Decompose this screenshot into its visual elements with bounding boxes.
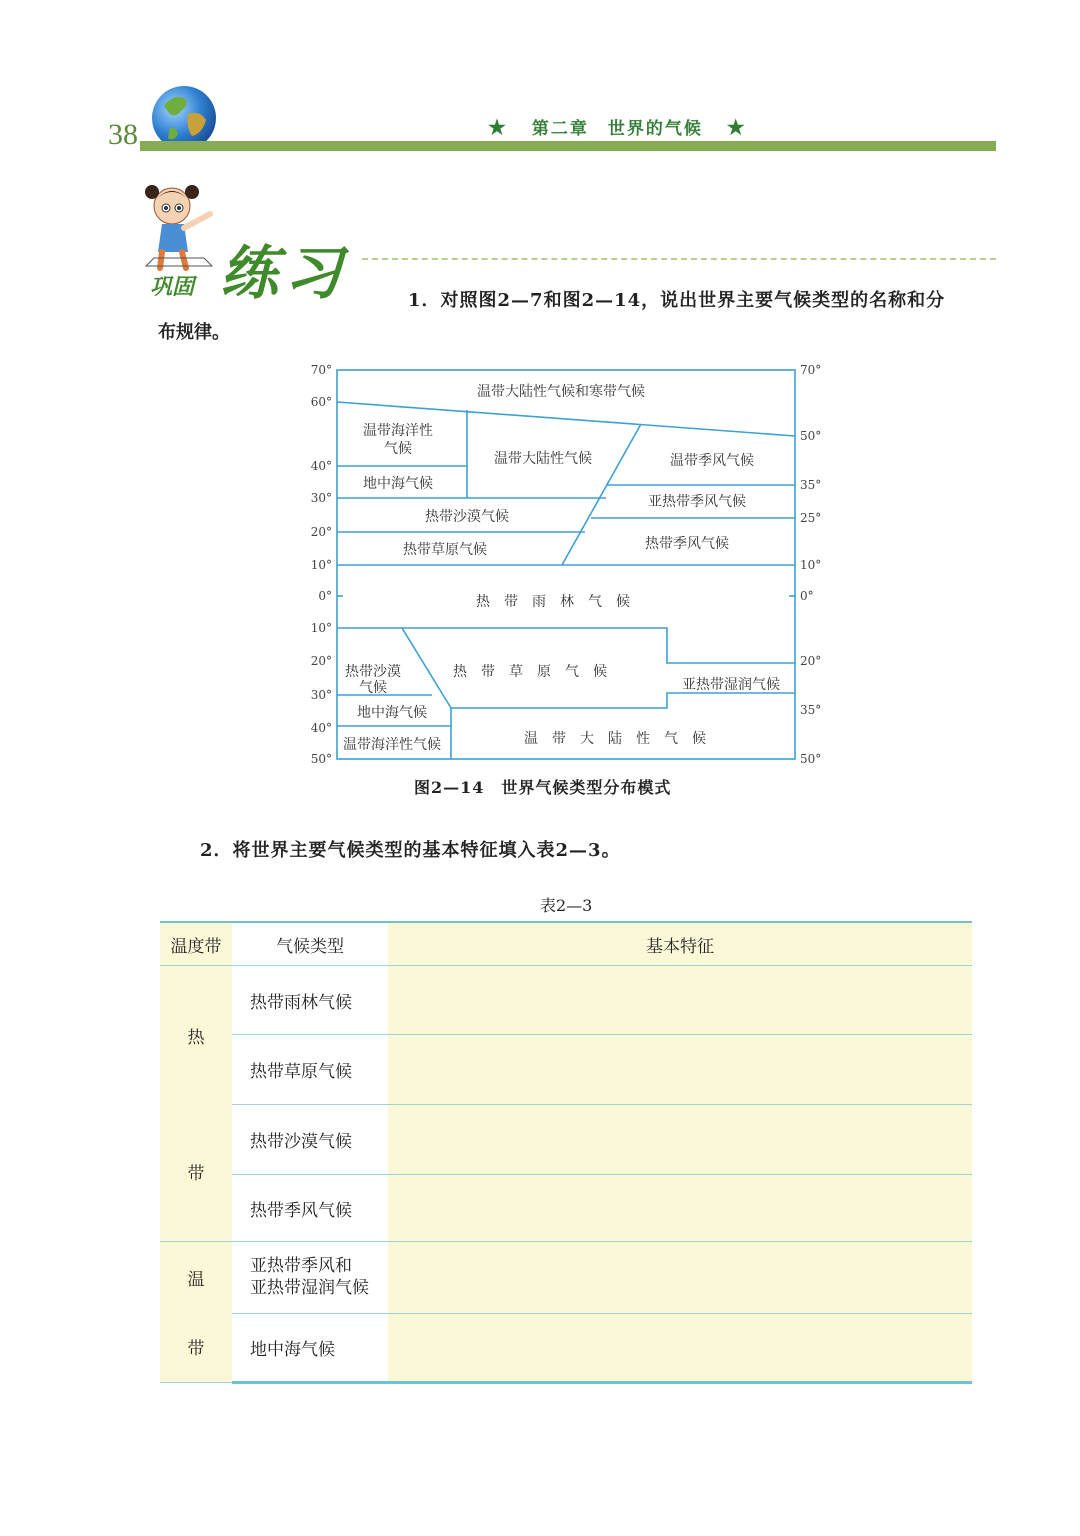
zone-label: 热带草原气候: [403, 542, 487, 558]
zone-label: 亚热带湿润气候: [682, 677, 780, 693]
latitude-label: 60°: [310, 395, 332, 409]
table-row: [160, 1105, 972, 1175]
latitude-label: 20°: [310, 525, 332, 539]
climate-type-cell: 热带草原气候: [232, 1035, 388, 1105]
latitude-label: 50°: [310, 752, 332, 766]
zone-label: 热 带 草 原 气 候: [453, 664, 607, 680]
climate-type-cell: 地中海气候: [232, 1313, 388, 1383]
table-row: [160, 1313, 972, 1383]
girl-mascot-icon: [142, 178, 218, 272]
zone-char: 热: [187, 1028, 205, 1048]
latitude-label: 20°: [310, 654, 332, 668]
latitude-label: 40°: [310, 721, 332, 735]
latitude-label: 50°: [800, 752, 822, 766]
zone-label: 热带沙漠气候: [425, 509, 509, 525]
feature-input-cell[interactable]: [388, 966, 972, 1035]
zone-label: 热 带 雨 林 气 候: [476, 594, 630, 610]
table-row: [160, 1242, 972, 1314]
latitude-label: 10°: [310, 621, 332, 635]
table-header-row: [160, 922, 972, 966]
latitude-label: 30°: [310, 688, 332, 702]
feature-input-cell[interactable]: [388, 1175, 972, 1242]
table-caption: 表2—3: [540, 896, 593, 915]
section-title: 练习: [220, 239, 349, 307]
zone-char: 带: [187, 1339, 205, 1359]
latitude-label: 10°: [310, 558, 332, 572]
zone-label: 亚热带季风气候: [648, 494, 746, 510]
star-icon: ★: [488, 115, 508, 139]
zone-cell-temperate: [160, 1242, 232, 1383]
zone-char: 带: [187, 1164, 205, 1184]
zone-label: 地中海气候: [363, 476, 433, 492]
feature-input-cell[interactable]: [388, 1105, 972, 1175]
climate-type-cell: 亚热带季风和 亚热带湿润气候: [232, 1242, 388, 1314]
chapter-title: 第二章 世界的气候: [531, 119, 703, 139]
figure-caption: 图2—14 世界气候类型分布模式: [414, 778, 672, 797]
latitude-label: 50°: [800, 429, 822, 443]
feature-input-cell[interactable]: [388, 1313, 972, 1383]
latitude-label: 25°: [800, 511, 822, 525]
table-row: [160, 1175, 972, 1242]
page-number: 38: [108, 118, 138, 151]
dashed-divider: [362, 258, 996, 260]
feature-input-cell[interactable]: [388, 1242, 972, 1314]
section-subtitle: 巩固: [150, 274, 195, 300]
zone-label: 温带海洋性: [363, 423, 433, 439]
left-latitude-labels: [311, 363, 332, 766]
latitude-label: 10°: [800, 558, 822, 572]
question-2: 2．将世界主要气候类型的基本特征填入表2—3。: [200, 840, 621, 861]
zone-label: 地中海气候: [357, 705, 427, 721]
zone-label: 温带大陆性气候和寒带气候: [477, 384, 645, 400]
zone-label: 热带季风气候: [645, 536, 729, 552]
header-temperature-zone: 温度带: [160, 922, 232, 966]
table-row: [160, 966, 972, 1035]
chapter-heading: [488, 114, 747, 139]
latitude-label: 35°: [800, 703, 822, 717]
latitude-label: 0°: [800, 589, 814, 603]
climate-type-cell: 热带沙漠气候: [232, 1105, 388, 1175]
feature-input-cell[interactable]: [388, 1035, 972, 1105]
zone-label: 气候: [384, 441, 412, 457]
table-row: [160, 1035, 972, 1105]
latitude-label: 35°: [800, 478, 822, 492]
climate-type-cell: 热带雨林气候: [232, 966, 388, 1035]
climate-distribution-diagram: [306, 358, 836, 768]
right-latitude-labels: [800, 363, 821, 766]
zone-label: 热带沙漠: [345, 664, 401, 680]
zone-label: 温带季风气候: [670, 453, 754, 469]
latitude-label: 70°: [310, 363, 332, 377]
zone-label: 气候: [359, 680, 387, 696]
header-bar: [140, 141, 996, 151]
header-basic-features: 基本特征: [388, 922, 972, 966]
zone-cell-tropical: [160, 966, 232, 1242]
latitude-label: 30°: [310, 491, 332, 505]
zone-label: 温 带 大 陆 性 气 候: [524, 731, 706, 747]
zone-label: 温带大陆性气候: [494, 451, 592, 467]
climate-feature-table: [160, 921, 972, 1384]
latitude-label: 20°: [800, 654, 822, 668]
header-climate-type: 气候类型: [232, 922, 388, 966]
climate-type-cell: 热带季风气候: [232, 1175, 388, 1242]
zone-char: 温: [187, 1270, 205, 1290]
latitude-label: 0°: [318, 589, 332, 603]
latitude-label: 40°: [310, 459, 332, 473]
star-icon: ★: [726, 115, 747, 139]
latitude-label: 70°: [800, 363, 822, 377]
question-1-continued: 布规律。: [158, 322, 230, 343]
zone-labels: [343, 383, 780, 753]
zone-label: 温带海洋性气候: [343, 737, 441, 753]
question-1: 1．对照图2—7和图2—14，说出世界主要气候类型的名称和分: [408, 290, 946, 311]
